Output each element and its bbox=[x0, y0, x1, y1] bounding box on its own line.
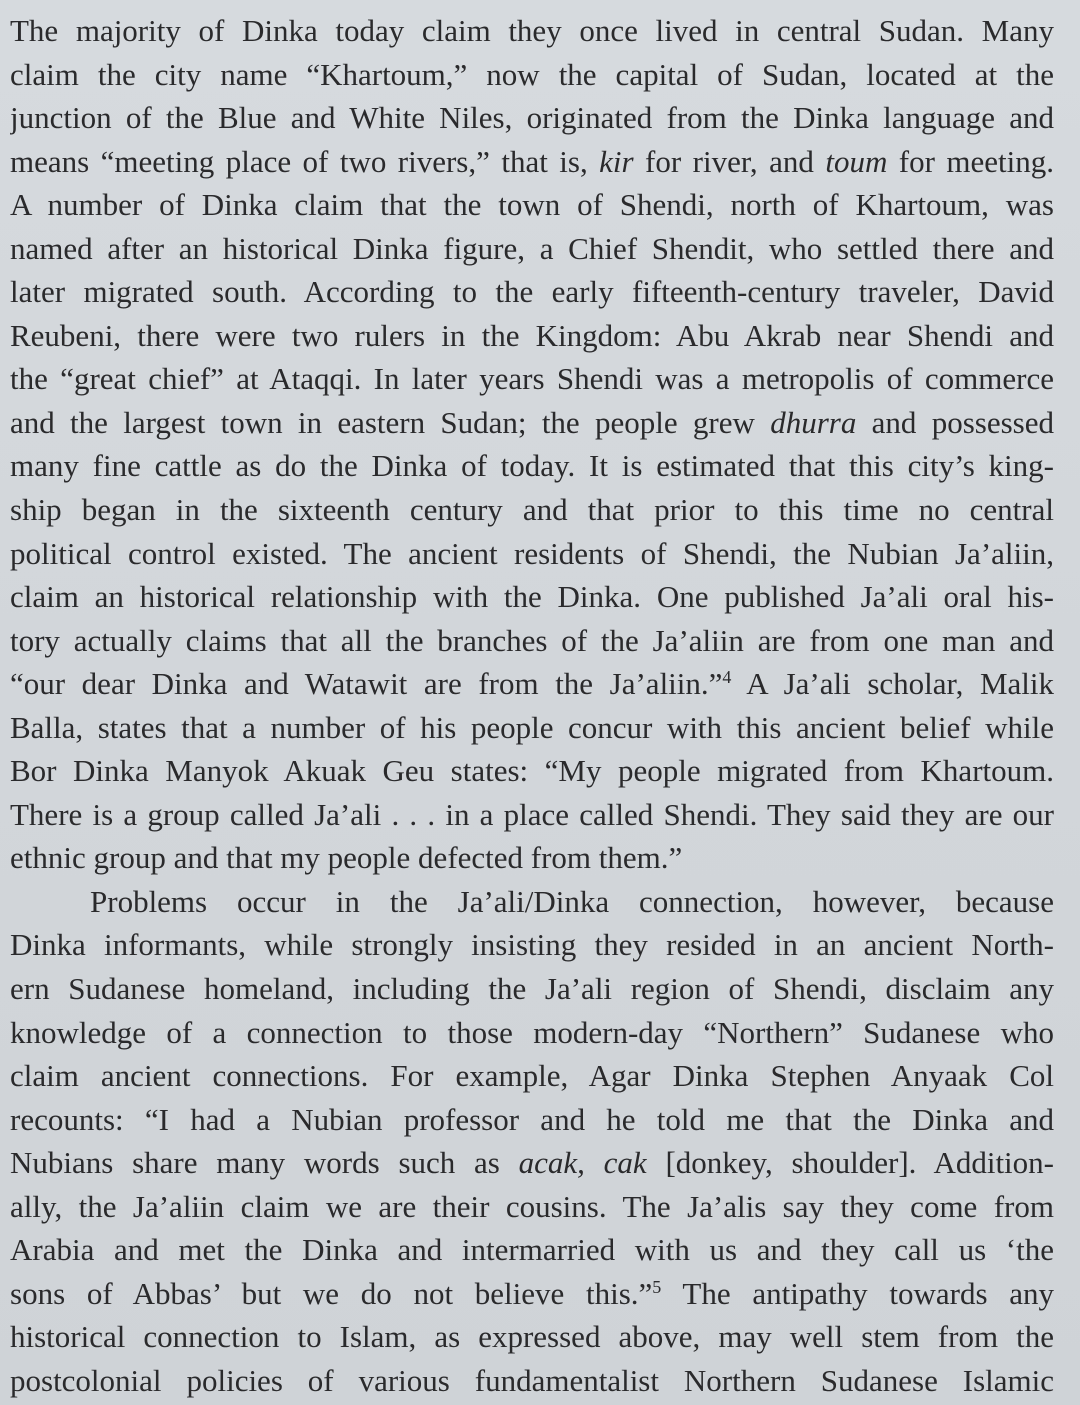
text-line: tory actually claims that all the branches of the Ja’aliin are from one man and bbox=[10, 622, 1054, 658]
text-line: A number of Dinka claim that the town of Shendi, north of Khartoum, was bbox=[10, 187, 1054, 223]
text-line: There is a group called Ja’ali . . . in a place called Shendi. They said they are our bbox=[10, 796, 1054, 832]
text-line: claim the city name “Khartoum,” now the capital of Sudan, located at the bbox=[10, 56, 1054, 92]
text-line: historical connection to Islam, as expressed above, may well stem from the bbox=[10, 1319, 1054, 1355]
text-line: ern Sudanese homeland, including the Ja’ali region of Shendi, disclaim any bbox=[10, 971, 1054, 1007]
text-line: Balla, states that a number of his people concur with this ancient belief while bbox=[10, 709, 1054, 745]
text-line: claim ancient connections. For example, Agar Dinka Stephen Anyaak Col bbox=[10, 1058, 1054, 1094]
text-line: later migrated south. According to the early fifteenth-century traveler, David bbox=[10, 274, 1054, 310]
text-line: The majority of Dinka today claim they once lived in central Sudan. Many bbox=[10, 13, 1054, 48]
text-line: claim an historical relationship with the Dinka. One published Ja’ali oral his- bbox=[10, 579, 1054, 615]
text-line: postcolonial policies of various fundamentalist Northern Sudanese Islamic bbox=[10, 1362, 1054, 1398]
italic-term: toum bbox=[825, 143, 888, 179]
text-line: Bor Dinka Manyok Akuak Geu states: “My people migrated from Khartoum. bbox=[10, 753, 1054, 789]
text-line: the “great chief” at Ataqqi. In later years Shendi was a metropolis of commerce bbox=[10, 361, 1054, 397]
text-line: and the largest town in eastern Sudan; the people grew dhurra and possessed bbox=[10, 404, 1054, 440]
text-line: recounts: “I had a Nubian professor and he told me that the Dinka and bbox=[10, 1101, 1054, 1137]
text-line: many fine cattle as do the Dinka of today. It is estimated that this city’s king- bbox=[10, 448, 1054, 484]
text-line: ship began in the sixteenth century and that prior to this time no central bbox=[10, 492, 1054, 528]
text-line: political control existed. The ancient residents of Shendi, the Nubian Ja’aliin, bbox=[10, 535, 1054, 571]
body-text bbox=[10, 9, 1054, 1403]
footnote-ref: 5 bbox=[652, 1276, 662, 1297]
text-line: knowledge of a connection to those modern-day “Northern” Sudanese who bbox=[10, 1014, 1054, 1050]
italic-term: dhurra bbox=[770, 404, 857, 440]
text-line: ally, the Ja’aliin claim we are their cousins. The Ja’alis say they come from bbox=[10, 1188, 1054, 1224]
text-line: ethnic group and that my people defected from them.” bbox=[10, 840, 683, 876]
italic-term: kir bbox=[599, 143, 634, 179]
text-line: Nubians share many words such as acak, cak [donkey, shoulder]. Addition- bbox=[10, 1145, 1054, 1181]
text-line: junction of the Blue and White Niles, originated from the Dinka language and bbox=[10, 100, 1054, 136]
text-line: Dinka informants, while strongly insisting they resided in an ancient North- bbox=[10, 927, 1054, 963]
text-line: means “meeting place of two rivers,” that is, kir for river, and toum for meeting. bbox=[10, 143, 1054, 179]
text-line: “our dear Dinka and Watawit are from the Ja’aliin.”$^4$ A Ja’ali scholar, Malik bbox=[10, 666, 1054, 702]
text-line: Problems occur in the Ja’ali/Dinka connection, however, because bbox=[90, 883, 1054, 919]
italic-term: acak, cak bbox=[518, 1145, 647, 1181]
text-line: Reubeni, there were two rulers in the Kingdom: Abu Akrab near Shendi and bbox=[10, 317, 1054, 353]
text-line: sons of Abbas’ but we do not believe this.”$^5$ The antipathy towards any bbox=[10, 1275, 1054, 1311]
footnote-ref: 4 bbox=[722, 667, 732, 688]
text-line: named after an historical Dinka figure, a Chief Shendit, who settled there and bbox=[10, 230, 1054, 266]
text-line: Arabia and met the Dinka and intermarried with us and they call us ‘the bbox=[10, 1232, 1054, 1268]
